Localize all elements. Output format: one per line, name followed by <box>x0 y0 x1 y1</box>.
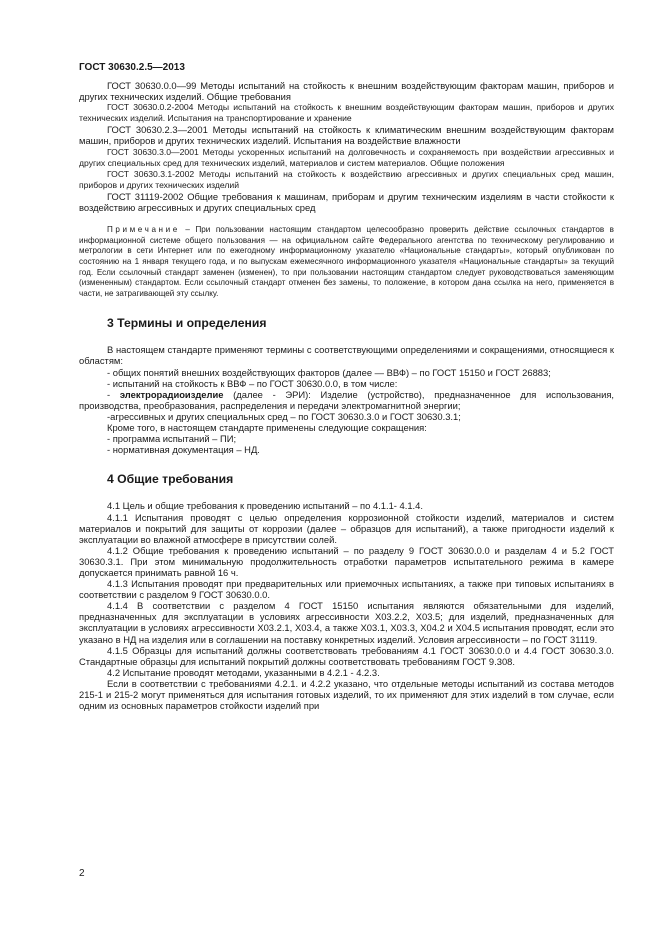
abbreviations-intro: Кроме того, в настоящем стандарте применены следующие сокращения: <box>107 422 427 434</box>
section-3-title: 3 Термины и определения <box>107 316 267 331</box>
clause-paragraph: 4.1 Цель и общие требования к проведению испытаний – по 4.1.1- 4.1.4. <box>107 500 423 512</box>
section-3-item-definition <box>79 389 614 411</box>
clause-paragraph: 4.1.4 В соответствии с разделом 4 ГОСТ 15150 испытания являются обязательными для изделий, предназначенных для эксплуатации в условиях агрессивности Х03.2.2, Х03.5; для изделий, предназначенных для эксплуатации в условиях агрессивности Х03.2.1, Х03.4, а также Х03.1, Х03.3, Х04.2 и Х04.5 испытания проводят, если это указано в НД на изделия или в соглашении на поставку конкретных изделий. Условия агрессивности – по ГОСТ 31119. <box>79 600 614 645</box>
clause-paragraph: Если в соответствии с требованиями 4.2.1. и 4.2.2 указано, что отдельные методы испытаний из состава методов 215-1 и 215-2 могут применяться для испытания готовых изделий, то их применяют для этих изделий в том случае, если одним из основных параметров стойкости изделий при <box>79 677 614 712</box>
note-text: – При пользовании настоящим стандартом целесообразно проверить действие ссылочных стандартов в информационной системе общего пользования — на официальном сайте Федерального агентства по техническому регулированию и метрологии в сети Интернет или по ежегодному информационному указателю «Национальные стандарты», который опубликован по состоянию на 1 января текущего года, и по выпускам ежемесячного информационного указателя «Национальные стандарты» за текущий год. Если ссылочный стандарт заменен (изменен), то при пользовании настоящим стандартом следует руководствоваться заменяющим (измененным) стандартом. Если ссылочный стандарт отменен без замены, то положение, в котором дана ссылка на него, применяется в части, не затрагивающей эту ссылку. <box>79 225 614 298</box>
reference-2: ГОСТ 30630.0.2-2004 Методы испытаний на стойкость к внешним воздействующим факторам машин, приборов и других технических изделий. Испытания на транспортирование и хранение <box>79 102 614 124</box>
defined-term: электрорадиоизделие <box>119 388 224 400</box>
section-3-item: - общих понятий внешних воздействующих факторов (далее — ВВФ) – по ГОСТ 15150 и ГОСТ 26883; <box>107 366 551 378</box>
reference-6: ГОСТ 31119-2002 Общие требования к машинам, приборам и другим техническим изделиям в части стойкости к воздействию агрессивных и других специальных сред <box>79 190 614 214</box>
note-label: Примечание <box>107 225 180 235</box>
reference-3: ГОСТ 30630.2.3—2001 Методы испытаний на стойкость к климатическим внешним воздействующим факторам машин, приборов и других технических изделий. Испытания на воздействие влажности <box>79 124 614 147</box>
reference-1: ГОСТ 30630.0.0—99 Методы испытаний на стойкость к внешним воздействующим факторам машин, приборов и других технических изделий. Общие требования <box>79 80 614 103</box>
page-number: 2 <box>79 868 85 879</box>
clause-paragraph: 4.1.3 Испытания проводят при предварительных или приемочных испытаниях, а также при типовых испытаниях в соответствии с разделом 9 ГОСТ 30630.0.0. <box>79 578 614 601</box>
section-4-title: 4 Общие требования <box>107 472 234 487</box>
section-3-intro: В настоящем стандарте применяют термины с соответствующими определениями и сокращениями, относящиеся к областям: <box>79 344 614 367</box>
reference-4: ГОСТ 30630.3.0—2001 Методы ускоренных испытаний на долговечность и сохраняемость при воздействии агрессивных и других специальных сред для технических изделий, материалов и систем материалов. Общие положения <box>79 146 614 168</box>
reference-5: ГОСТ 30630.3.1-2002 Методы испытаний на стойкость к воздействию агрессивных и других специальных сред машин, приборов и других технических изделий <box>79 168 614 190</box>
clause-paragraph: 4.2 Испытание проводят методами, указанными в 4.2.1 - 4.2.3. <box>107 666 380 678</box>
item-prefix: - <box>107 388 120 400</box>
reference-note <box>79 225 614 299</box>
clause-paragraph: 4.1.5 Образцы для испытаний должны соответствовать требованиям 4.1 ГОСТ 30630.0.0 и 4.4 ГОСТ 30630.3.0. Стандартные образцы для испытаний покрытий должны соответствовать требованиям ГОСТ 9.308. <box>79 644 614 667</box>
section-3-item: - испытаний на стойкость к ВВФ – по ГОСТ 30630.0.0, в том числе: <box>107 377 398 389</box>
clause-paragraph: 4.1.2 Общие требования к проведению испытаний – по разделу 9 ГОСТ 30630.0.0 и разделам 4 и 5.2 ГОСТ 30630.3.1. При этом минимальную продолжительность отработки параметров испытательного режима в камере допускается принимать равной 16 ч. <box>79 544 614 578</box>
abbreviation-item: - нормативная документация – НД. <box>107 444 260 456</box>
abbreviation-item: - программа испытаний – ПИ; <box>107 433 237 445</box>
document-header: ГОСТ 30630.2.5—2013 <box>79 62 185 73</box>
clause-paragraph: 4.1.1 Испытания проводят с целью определения коррозионной стойкости изделий, материалов и систем материалов и покрытий для защиты от коррозии (далее – образцов для испытаний), а также пригодности изделий к эксплуатации во влажной атмосфере в присутствии солей. <box>79 511 614 545</box>
term-definition: (далее - ЭРИ): Изделие (устройство), предназначенное для использования, производства, преобразования, распределения и передачи электромагнитной энергии; <box>79 388 614 411</box>
section-3-item: -агрессивных и других специальных сред – по ГОСТ 30630.3.0 и ГОСТ 30630.3.1; <box>107 410 461 422</box>
document-body <box>79 80 614 711</box>
